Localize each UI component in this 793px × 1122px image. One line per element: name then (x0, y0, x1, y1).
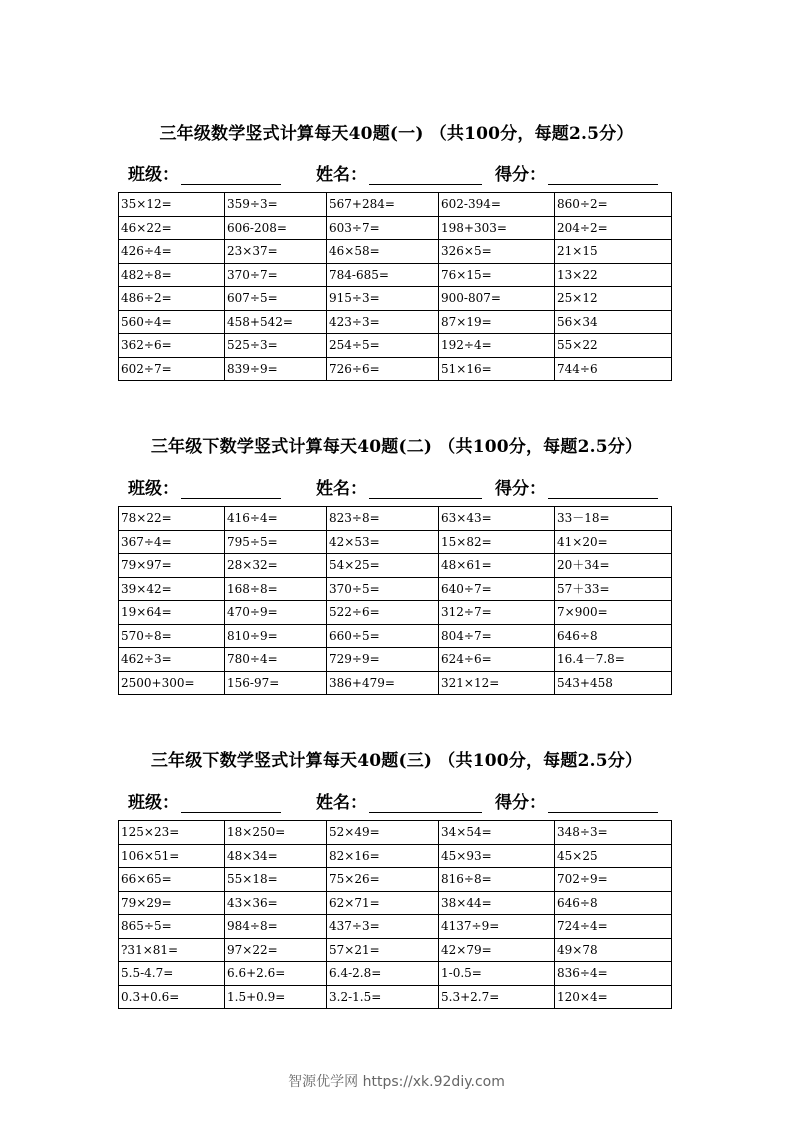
problem-row (119, 357, 672, 381)
problem-cell: 603÷7= (327, 216, 439, 240)
problem-cell: 56×34 (555, 310, 672, 334)
problem-cell: 321×12= (439, 671, 555, 695)
problem-row (119, 216, 672, 240)
problem-grid (118, 820, 672, 1009)
info-fields (0, 788, 793, 814)
problem-cell: 724÷4= (555, 915, 672, 939)
problem-cell: 66×65= (119, 868, 225, 892)
problem-cell: 18×250= (225, 821, 327, 845)
problem-cell: 48×61= (439, 554, 555, 578)
problem-row (119, 962, 672, 986)
problem-grid (118, 506, 672, 695)
problem-cell: 602-394= (439, 193, 555, 217)
problem-cell: 570÷8= (119, 624, 225, 648)
problem-cell: 744÷6 (555, 357, 672, 381)
problem-cell: 486÷2= (119, 287, 225, 311)
score-field (495, 474, 658, 499)
problem-cell: 4137÷9= (439, 915, 555, 939)
problem-cell: 470÷9= (225, 601, 327, 625)
problem-cell: 20＋34= (555, 554, 672, 578)
problem-cell: 254÷5= (327, 334, 439, 358)
problem-cell: 63×43= (439, 507, 555, 531)
problem-cell: 437÷3= (327, 915, 439, 939)
class-field (128, 788, 281, 813)
problem-row (119, 263, 672, 287)
problem-cell: 795÷5= (225, 530, 327, 554)
score-field (495, 160, 658, 185)
problem-cell: 367÷4= (119, 530, 225, 554)
problem-cell: 660÷5= (327, 624, 439, 648)
problem-cell: 35×12= (119, 193, 225, 217)
problem-row (119, 507, 672, 531)
score-field-label: 得分： (495, 165, 546, 185)
class-field-label: 班级： (128, 479, 179, 499)
name-field (316, 474, 482, 499)
problem-cell: 5.5-4.7= (119, 962, 225, 986)
problem-cell: 362÷6= (119, 334, 225, 358)
problem-cell: 606-208= (225, 216, 327, 240)
problem-cell: 458+542= (225, 310, 327, 334)
problem-cell: 45×25 (555, 844, 672, 868)
score-field-blank[interactable] (548, 166, 658, 185)
problem-cell: 0.3+0.6= (119, 985, 225, 1009)
problem-row (119, 624, 672, 648)
problem-row (119, 671, 672, 695)
problem-cell: 48×34= (225, 844, 327, 868)
problem-cell: ?31×81= (119, 938, 225, 962)
problem-cell: 38×44= (439, 891, 555, 915)
score-field-label: 得分： (495, 479, 546, 499)
problem-cell: 28×32= (225, 554, 327, 578)
problem-cell: 6.4-2.8= (327, 962, 439, 986)
problem-cell: 16.4－7.8= (555, 648, 672, 672)
name-field (316, 788, 482, 813)
problem-cell: 97×22= (225, 938, 327, 962)
problem-cell: 54×25= (327, 554, 439, 578)
worksheet-title: 三年级下数学竖式计算每天40题(三) （共100分，每题2.5分） (150, 751, 643, 771)
problem-cell: 640÷7= (439, 577, 555, 601)
problem-cell: 82×16= (327, 844, 439, 868)
problem-cell: 43×36= (225, 891, 327, 915)
problem-row (119, 310, 672, 334)
problem-cell: 784-685= (327, 263, 439, 287)
problem-cell: 816÷8= (439, 868, 555, 892)
problem-cell: 57×21= (327, 938, 439, 962)
problem-cell: 525÷3= (225, 334, 327, 358)
problem-cell: 41×20= (555, 530, 672, 554)
score-field (495, 788, 658, 813)
problem-cell: 370÷7= (225, 263, 327, 287)
problem-cell: 75×26= (327, 868, 439, 892)
problem-cell: 729÷9= (327, 648, 439, 672)
problem-row (119, 648, 672, 672)
problem-cell: 5.3+2.7= (439, 985, 555, 1009)
info-fields (0, 160, 793, 186)
problem-cell: 19×64= (119, 601, 225, 625)
problem-cell: 125×23= (119, 821, 225, 845)
problem-cell: 702÷9= (555, 868, 672, 892)
problem-cell: 198+303= (439, 216, 555, 240)
problem-cell: 810÷9= (225, 624, 327, 648)
problem-cell: 607÷5= (225, 287, 327, 311)
problem-cell: 49×78 (555, 938, 672, 962)
problem-cell: 45×93= (439, 844, 555, 868)
problem-cell: 156-97= (225, 671, 327, 695)
name-field-blank[interactable] (369, 480, 482, 499)
problem-cell: 55×22 (555, 334, 672, 358)
problem-cell: 6.6+2.6= (225, 962, 327, 986)
problem-cell: 602÷7= (119, 357, 225, 381)
problem-cell: 87×19= (439, 310, 555, 334)
footer-watermark: 智源优学网 https://xk.92diy.com (288, 1074, 505, 1090)
problem-cell: 624÷6= (439, 648, 555, 672)
problem-row (119, 334, 672, 358)
problem-cell: 78×22= (119, 507, 225, 531)
problem-row (119, 577, 672, 601)
class-field-label: 班级： (128, 793, 179, 813)
problem-cell: 359÷3= (225, 193, 327, 217)
problem-cell: 560÷4= (119, 310, 225, 334)
problem-cell: 34×54= (439, 821, 555, 845)
problem-row (119, 844, 672, 868)
problem-cell: 55×18= (225, 868, 327, 892)
problem-cell: 423÷3= (327, 310, 439, 334)
problem-cell: 370÷5= (327, 577, 439, 601)
problem-row (119, 985, 672, 1009)
problem-cell: 984÷8= (225, 915, 327, 939)
problem-row (119, 891, 672, 915)
class-field-blank[interactable] (181, 480, 281, 499)
problem-cell: 900-807= (439, 287, 555, 311)
problem-cell: 204÷2= (555, 216, 672, 240)
problem-cell: 312÷7= (439, 601, 555, 625)
problem-cell: 7×900= (555, 601, 672, 625)
problem-cell: 106×51= (119, 844, 225, 868)
problem-cell: 780÷4= (225, 648, 327, 672)
class-field (128, 160, 281, 185)
score-field-blank[interactable] (548, 480, 658, 499)
problem-cell: 62×71= (327, 891, 439, 915)
problem-row (119, 554, 672, 578)
problem-cell: 21×15 (555, 240, 672, 264)
problem-row (119, 193, 672, 217)
problem-cell: 192÷4= (439, 334, 555, 358)
problem-cell: 726÷6= (327, 357, 439, 381)
problem-cell: 79×97= (119, 554, 225, 578)
problem-row (119, 530, 672, 554)
problem-cell: 25×12 (555, 287, 672, 311)
problem-cell: 543+458 (555, 671, 672, 695)
class-field-blank[interactable] (181, 166, 281, 185)
problem-cell: 567+284= (327, 193, 439, 217)
problem-cell: 1-0.5= (439, 962, 555, 986)
problem-row (119, 938, 672, 962)
problem-cell: 386+479= (327, 671, 439, 695)
problem-cell: 79×29= (119, 891, 225, 915)
problem-cell: 168÷8= (225, 577, 327, 601)
problem-cell: 57＋33= (555, 577, 672, 601)
problem-cell: 860÷2= (555, 193, 672, 217)
problem-cell: 15×82= (439, 530, 555, 554)
problem-cell: 42×79= (439, 938, 555, 962)
problem-cell: 51×16= (439, 357, 555, 381)
name-field-label: 姓名： (316, 165, 367, 185)
problem-cell: 522÷6= (327, 601, 439, 625)
problem-cell: 839÷9= (225, 357, 327, 381)
class-field-blank[interactable] (181, 794, 281, 813)
class-field-label: 班级： (128, 165, 179, 185)
problem-cell: 1.5+0.9= (225, 985, 327, 1009)
name-field (316, 160, 482, 185)
problem-cell: 416÷4= (225, 507, 327, 531)
problem-cell: 76×15= (439, 263, 555, 287)
problem-cell: 646÷8 (555, 891, 672, 915)
info-fields (0, 474, 793, 500)
worksheet-title: 三年级数学竖式计算每天40题(一) （共100分，每题2.5分） (159, 124, 634, 144)
name-field-label: 姓名： (316, 793, 367, 813)
problem-cell: 42×53= (327, 530, 439, 554)
name-field-blank[interactable] (369, 166, 482, 185)
problem-cell: 46×58= (327, 240, 439, 264)
score-field-label: 得分： (495, 793, 546, 813)
problem-row (119, 601, 672, 625)
problem-cell: 46×22= (119, 216, 225, 240)
problem-cell: 836÷4= (555, 962, 672, 986)
problem-cell: 646÷8 (555, 624, 672, 648)
problem-cell: 52×49= (327, 821, 439, 845)
problem-row (119, 287, 672, 311)
problem-row (119, 868, 672, 892)
problem-cell: 120×4= (555, 985, 672, 1009)
problem-grid (118, 192, 672, 381)
score-field-blank[interactable] (548, 794, 658, 813)
problem-row (119, 821, 672, 845)
problem-row (119, 915, 672, 939)
problem-cell: 3.2-1.5= (327, 985, 439, 1009)
problem-cell: 426÷4= (119, 240, 225, 264)
worksheet-title: 三年级下数学竖式计算每天40题(二) （共100分，每题2.5分） (150, 437, 643, 457)
problem-cell: 2500+300= (119, 671, 225, 695)
problem-cell: 823÷8= (327, 507, 439, 531)
problem-cell: 33－18= (555, 507, 672, 531)
problem-row (119, 240, 672, 264)
problem-cell: 915÷3= (327, 287, 439, 311)
problem-cell: 39×42= (119, 577, 225, 601)
problem-cell: 326×5= (439, 240, 555, 264)
name-field-label: 姓名： (316, 479, 367, 499)
problem-cell: 23×37= (225, 240, 327, 264)
name-field-blank[interactable] (369, 794, 482, 813)
problem-cell: 804÷7= (439, 624, 555, 648)
problem-cell: 13×22 (555, 263, 672, 287)
problem-cell: 865÷5= (119, 915, 225, 939)
problem-cell: 348÷3= (555, 821, 672, 845)
problem-cell: 482÷8= (119, 263, 225, 287)
problem-cell: 462÷3= (119, 648, 225, 672)
class-field (128, 474, 281, 499)
